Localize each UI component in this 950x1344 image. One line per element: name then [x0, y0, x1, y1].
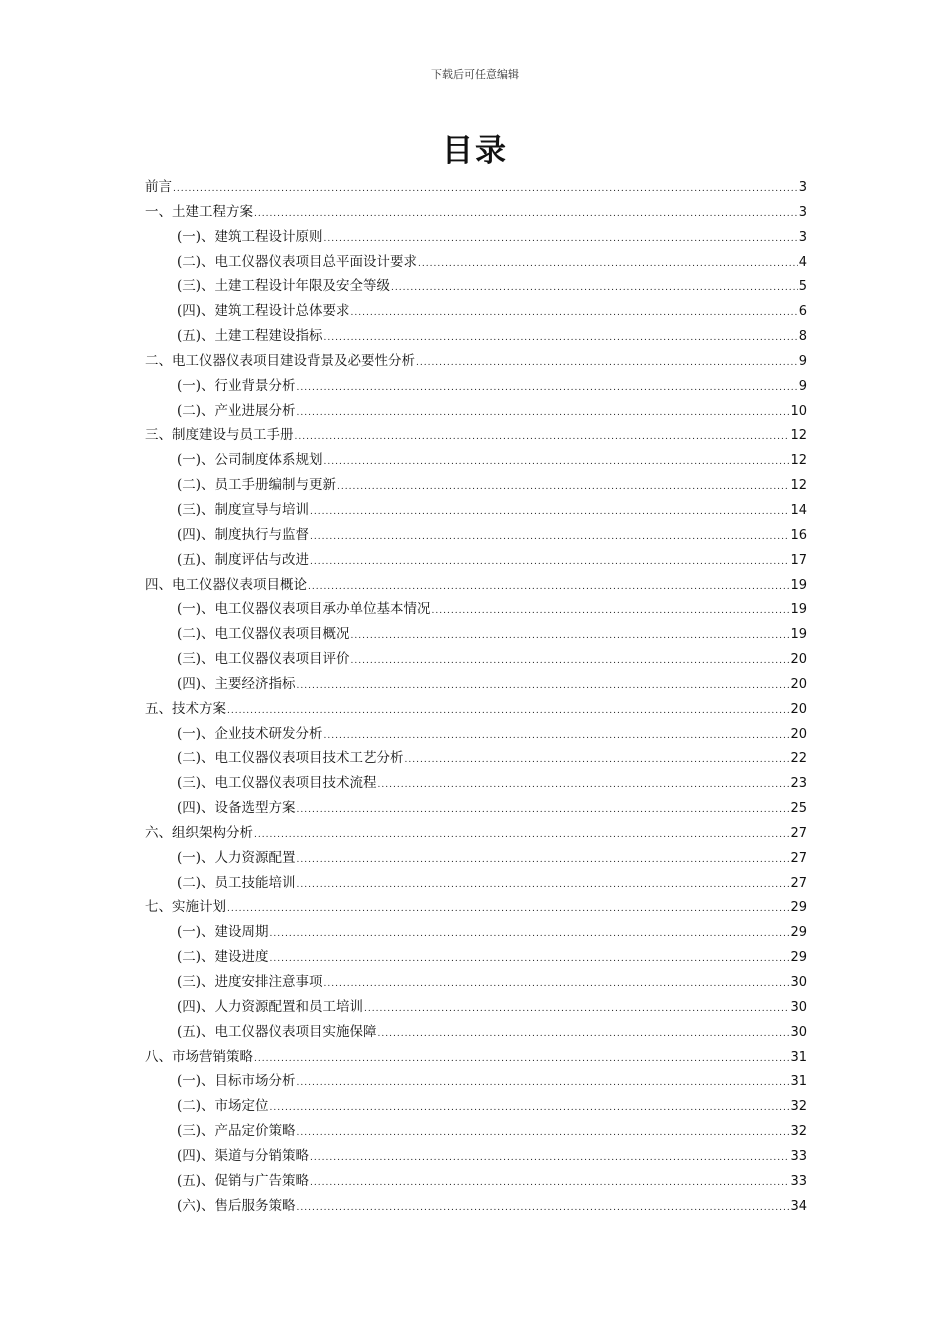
toc-dot-leader — [270, 929, 790, 939]
toc-entry-label: (二)、员工手册编制与更新 — [177, 477, 337, 494]
toc-entry-page: 16 — [790, 527, 807, 543]
toc-dot-leader — [432, 606, 790, 616]
toc-entry[interactable] — [145, 1094, 807, 1119]
toc-entry[interactable] — [145, 970, 807, 995]
toc-entry-label: (一)、人力资源配置 — [177, 849, 296, 866]
toc-entry-page: 29 — [790, 900, 807, 916]
toc-entry-page: 27 — [790, 825, 807, 841]
toc-dot-leader — [310, 557, 789, 567]
toc-entry-label: 前言 — [145, 179, 172, 195]
toc-entry[interactable] — [145, 1020, 807, 1045]
toc-entry-page: 33 — [790, 1148, 807, 1164]
toc-entry[interactable] — [145, 771, 807, 796]
toc-dot-leader — [227, 706, 789, 716]
toc-entry-label: 八、市场营销策略 — [145, 1048, 253, 1065]
toc-dot-leader — [297, 681, 790, 691]
toc-entry[interactable] — [145, 995, 807, 1020]
table-of-contents — [145, 175, 807, 1218]
toc-entry-page: 25 — [790, 801, 807, 817]
toc-entry-label: (二)、市场定位 — [177, 1098, 269, 1115]
toc-dot-leader — [297, 855, 790, 865]
toc-entry-page: 12 — [790, 428, 807, 444]
toc-entry-label: 七、实施计划 — [145, 899, 226, 916]
toc-dot-leader — [173, 184, 798, 194]
toc-entry[interactable] — [145, 821, 807, 846]
toc-entry[interactable] — [145, 448, 807, 473]
toc-dot-leader — [418, 259, 798, 269]
toc-dot-leader — [310, 1153, 789, 1163]
toc-dot-leader — [227, 904, 789, 914]
toc-entry-label: (一)、建设周期 — [177, 924, 269, 941]
toc-entry-label: 四、电工仪器仪表项目概论 — [145, 576, 307, 593]
toc-entry[interactable] — [145, 647, 807, 672]
toc-entry-page: 12 — [790, 478, 807, 494]
toc-entry-page: 3 — [798, 180, 807, 195]
toc-entry[interactable] — [145, 523, 807, 548]
toc-entry-label: (三)、进度安排注意事项 — [177, 974, 323, 990]
toc-entry[interactable] — [145, 846, 807, 871]
toc-dot-leader — [270, 1103, 790, 1113]
toc-entry[interactable] — [145, 1069, 807, 1094]
toc-entry[interactable] — [145, 697, 807, 722]
toc-dot-leader — [297, 383, 798, 393]
toc-entry-label: 二、电工仪器仪表项目建设背景及必要性分析 — [145, 352, 415, 369]
toc-dot-leader — [324, 234, 798, 244]
toc-entry[interactable] — [145, 920, 807, 945]
toc-entry[interactable] — [145, 895, 807, 920]
toc-entry-label: (五)、电工仪器仪表项目实施保障 — [177, 1023, 377, 1040]
toc-entry[interactable] — [145, 1194, 807, 1219]
toc-entry-label: (二)、电工仪器仪表项目总平面设计要求 — [177, 253, 418, 270]
toc-entry-page: 30 — [790, 1024, 807, 1040]
toc-dot-leader — [378, 780, 790, 790]
toc-entry[interactable] — [145, 299, 807, 324]
toc-entry-page: 3 — [798, 204, 807, 220]
toc-entry-page: 9 — [798, 378, 807, 394]
toc-entry-label: 五、技术方案 — [145, 700, 226, 717]
toc-entry-page: 19 — [790, 602, 807, 618]
toc-entry-label: (一)、建筑工程设计原则 — [177, 228, 323, 245]
toc-entry[interactable] — [145, 746, 807, 771]
toc-entry-page: 27 — [790, 850, 807, 866]
toc-dot-leader — [310, 532, 789, 542]
toc-entry-page: 23 — [790, 776, 807, 792]
toc-entry-label: (三)、电工仪器仪表项目评价 — [177, 651, 350, 668]
toc-dot-leader — [351, 631, 790, 641]
toc-entry-label: (一)、行业背景分析 — [177, 377, 296, 394]
toc-entry[interactable] — [145, 945, 807, 970]
toc-entry-label: 六、组织架构分析 — [145, 824, 253, 841]
toc-dot-leader — [337, 482, 789, 492]
toc-dot-leader — [391, 283, 798, 293]
toc-entry-page: 19 — [790, 577, 807, 593]
toc-entry-page: 20 — [790, 726, 807, 742]
toc-dot-leader — [324, 333, 798, 343]
toc-entry[interactable] — [145, 473, 807, 498]
toc-entry[interactable] — [145, 672, 807, 697]
toc-dot-leader — [324, 731, 790, 741]
toc-entry[interactable] — [145, 374, 807, 399]
toc-entry-page: 22 — [790, 751, 807, 767]
toc-entry-page: 20 — [790, 676, 807, 692]
toc-dot-leader — [351, 308, 798, 318]
toc-dot-leader — [254, 209, 798, 219]
toc-entry-page: 27 — [790, 875, 807, 891]
toc-entry-label: (二)、员工技能培训 — [177, 874, 296, 891]
toc-entry[interactable] — [145, 871, 807, 896]
toc-dot-leader — [364, 1004, 789, 1014]
toc-dot-leader — [297, 408, 790, 418]
toc-entry-page: 17 — [790, 552, 807, 568]
toc-entry-page: 14 — [790, 502, 807, 518]
toc-entry[interactable] — [145, 548, 807, 573]
toc-entry[interactable] — [145, 175, 807, 200]
toc-entry-page: 12 — [790, 453, 807, 469]
toc-dot-leader — [297, 805, 790, 815]
toc-entry[interactable] — [145, 1144, 807, 1169]
toc-entry-page: 4 — [798, 254, 807, 270]
toc-dot-leader — [295, 432, 790, 442]
toc-entry-label: (三)、产品定价策略 — [177, 1123, 296, 1140]
toc-dot-leader — [254, 830, 789, 840]
toc-entry-label: (四)、渠道与分销策略 — [177, 1147, 310, 1164]
toc-entry-page: 31 — [790, 1049, 807, 1065]
toc-entry-label: (二)、电工仪器仪表项目概况 — [177, 626, 350, 643]
toc-entry-page: 8 — [798, 329, 807, 345]
toc-entry-page: 3 — [798, 229, 807, 245]
toc-entry-page: 10 — [790, 403, 807, 419]
toc-dot-leader — [416, 358, 798, 368]
toc-entry-label: (一)、企业技术研发分析 — [177, 725, 323, 742]
toc-entry-label: (五)、土建工程建设指标 — [177, 328, 323, 345]
toc-entry[interactable] — [145, 1169, 807, 1194]
toc-entry[interactable] — [145, 498, 807, 523]
toc-entry[interactable] — [145, 423, 807, 448]
toc-entry-label: (六)、售后服务策略 — [177, 1197, 296, 1214]
toc-entry-label: (一)、电工仪器仪表项目承办单位基本情况 — [177, 601, 431, 618]
toc-entry[interactable] — [145, 597, 807, 622]
toc-dot-leader — [297, 880, 790, 890]
toc-dot-leader — [405, 755, 790, 765]
toc-entry[interactable] — [145, 349, 807, 374]
toc-dot-leader — [351, 656, 790, 666]
toc-entry[interactable] — [145, 274, 807, 299]
toc-entry-label: (三)、土建工程设计年限及安全等级 — [177, 278, 391, 295]
toc-entry-page: 20 — [790, 701, 807, 717]
toc-entry-page: 29 — [790, 950, 807, 966]
toc-entry[interactable] — [145, 622, 807, 647]
toc-entry-page: 32 — [790, 1099, 807, 1115]
toc-entry-label: (四)、制度执行与监督 — [177, 526, 310, 543]
toc-dot-leader — [270, 954, 790, 964]
toc-dot-leader — [324, 457, 790, 467]
toc-entry-label: (五)、促销与广告策略 — [177, 1172, 310, 1189]
toc-entry[interactable] — [145, 399, 807, 424]
toc-entry[interactable] — [145, 200, 807, 225]
toc-entry-label: (三)、制度宣导与培训 — [177, 501, 310, 518]
toc-entry-label: 三、制度建设与员工手册 — [145, 427, 294, 444]
toc-dot-leader — [324, 979, 790, 989]
toc-entry-label: (二)、产业进展分析 — [177, 402, 296, 419]
toc-entry-label: 一、土建工程方案 — [145, 203, 253, 220]
toc-entry-page: 5 — [798, 279, 807, 295]
toc-entry[interactable] — [145, 250, 807, 275]
toc-entry-label: (四)、人力资源配置和员工培训 — [177, 998, 364, 1015]
toc-entry-page: 19 — [790, 627, 807, 643]
toc-entry[interactable] — [145, 573, 807, 598]
toc-entry-label: (一)、目标市场分析 — [177, 1073, 296, 1090]
toc-dot-leader — [308, 582, 789, 592]
toc-entry-page: 34 — [790, 1198, 807, 1214]
toc-entry-page: 32 — [790, 1124, 807, 1140]
toc-entry[interactable] — [145, 225, 807, 250]
toc-entry-label: (二)、电工仪器仪表项目技术工艺分析 — [177, 750, 404, 767]
toc-entry-page: 20 — [790, 652, 807, 668]
toc-entry-page: 31 — [790, 1074, 807, 1090]
toc-entry-page: 33 — [790, 1173, 807, 1189]
toc-entry-label: (四)、设备选型方案 — [177, 800, 296, 817]
toc-entry[interactable] — [145, 1045, 807, 1070]
toc-entry[interactable] — [145, 722, 807, 747]
toc-title: 目录 — [442, 133, 508, 169]
toc-entry-label: (五)、制度评估与改进 — [177, 551, 310, 568]
toc-entry-page: 29 — [790, 925, 807, 941]
toc-entry-label: (二)、建设进度 — [177, 949, 269, 966]
toc-entry[interactable] — [145, 324, 807, 349]
toc-dot-leader — [378, 1029, 790, 1039]
toc-entry-page: 9 — [798, 353, 807, 369]
toc-entry-page: 30 — [790, 975, 807, 990]
toc-entry[interactable] — [145, 1119, 807, 1144]
toc-entry-label: (一)、公司制度体系规划 — [177, 452, 323, 469]
toc-dot-leader — [297, 1078, 790, 1088]
toc-entry-label: (四)、主要经济指标 — [177, 675, 296, 692]
page-header-note: 下载后可任意编辑 — [431, 68, 519, 81]
toc-dot-leader — [310, 1178, 789, 1188]
toc-entry-page: 6 — [798, 304, 807, 320]
toc-entry-page: 30 — [790, 999, 807, 1015]
toc-entry[interactable] — [145, 796, 807, 821]
toc-dot-leader — [254, 1054, 789, 1064]
toc-dot-leader — [310, 507, 789, 517]
toc-entry-label: (四)、建筑工程设计总体要求 — [177, 303, 350, 320]
toc-entry-label: (三)、电工仪器仪表项目技术流程 — [177, 775, 377, 792]
toc-dot-leader — [297, 1203, 790, 1213]
toc-dot-leader — [297, 1128, 790, 1138]
